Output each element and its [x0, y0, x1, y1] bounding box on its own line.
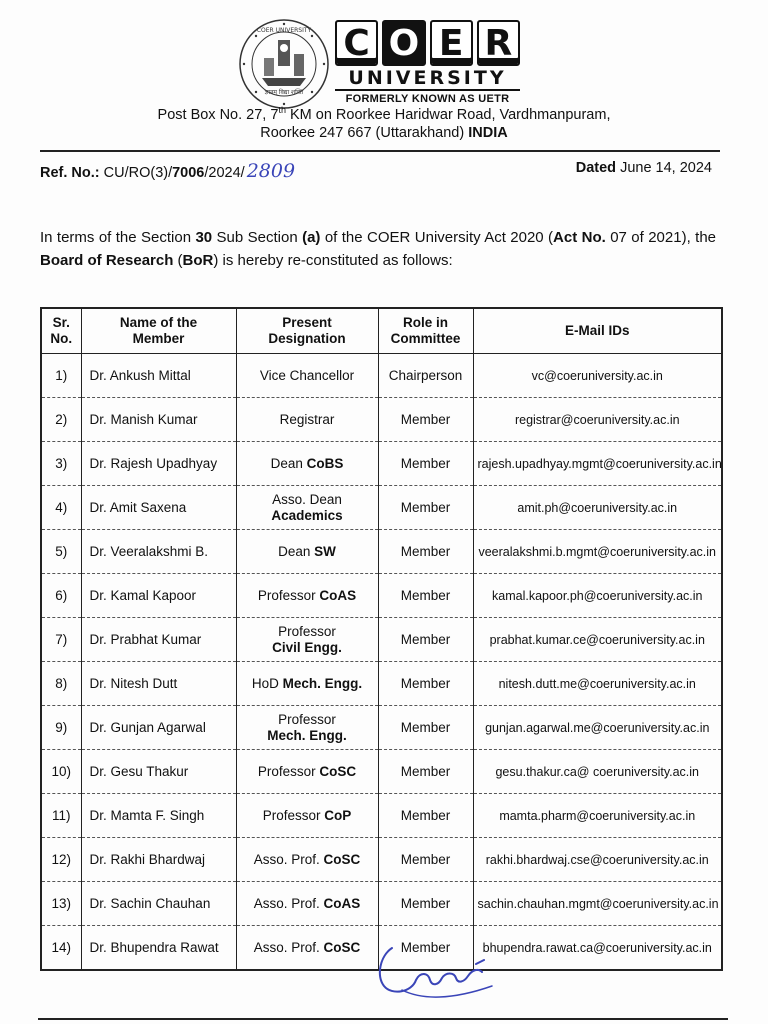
footer-divider: [38, 1018, 728, 1020]
address-line-1-pre: Post Box No. 27, 7: [157, 107, 279, 123]
cell-sr-no: 11): [41, 794, 81, 838]
cell-role: Member: [378, 662, 473, 706]
cell-role: Member: [378, 926, 473, 971]
table-row: [41, 354, 722, 398]
header-email: [473, 308, 722, 354]
address-line-1: [0, 106, 768, 125]
intro-bold-5: BoR: [182, 252, 214, 269]
designation-title: Asso. Prof.: [253, 851, 324, 867]
handwritten-signature: [372, 942, 502, 1012]
table-row: [41, 794, 722, 838]
cell-designation: [236, 662, 378, 706]
cell-sr-no: 6): [41, 574, 81, 618]
intro-bold-1: 30: [195, 229, 213, 246]
cell-designation: [236, 750, 378, 794]
cell-member-name: Dr. Veeralakshmi B.: [81, 530, 236, 574]
table-header-row: [41, 308, 722, 354]
cell-member-name: Dr. Gesu Thakur: [81, 750, 236, 794]
brand-letters: [335, 20, 520, 64]
brand-letter-c: C: [335, 20, 378, 66]
header-sr-line-2: No.: [50, 331, 73, 346]
cell-member-name: Dr. Sachin Chauhan: [81, 882, 236, 926]
table-row: [41, 750, 722, 794]
designation-unit: SW: [314, 543, 336, 559]
address-line-1-post: KM on Roorkee Haridwar Road, Vardhmanpuram,: [285, 107, 611, 123]
cell-member-name: Dr. Amit Saxena: [81, 486, 236, 530]
table-row: [41, 662, 722, 706]
designation-title: Asso. Dean: [272, 491, 342, 507]
designation-title: Asso. Prof.: [253, 939, 324, 955]
cell-member-name: Dr. Prabhat Kumar: [81, 618, 236, 662]
cell-sr-no: 14): [41, 926, 81, 971]
cell-designation: [236, 354, 378, 398]
cell-role: Member: [378, 618, 473, 662]
designation-unit: CoAS: [323, 895, 361, 911]
address-line-2: [0, 124, 768, 143]
designation-title: Dean: [270, 455, 307, 471]
brand-letter-e: E: [430, 20, 473, 66]
cell-member-name: Dr. Gunjan Agarwal: [81, 706, 236, 750]
intro-text-2: Sub Section: [212, 229, 303, 246]
intro-text-3: of the COER University Act 2020 (: [320, 229, 554, 246]
header-divider: [40, 150, 720, 152]
cell-member-name: Dr. Kamal Kapoor: [81, 574, 236, 618]
intro-text-4: 07 of 2021), the: [605, 229, 717, 246]
designation-unit: CoSC: [319, 763, 357, 779]
dated-value: June 14, 2024: [616, 160, 712, 176]
cell-email: nitesh.dutt.me@coeruniversity.ac.in: [473, 662, 722, 706]
cell-member-name: Dr. Rakhi Bhardwaj: [81, 838, 236, 882]
coer-wordmark-logo: [335, 20, 520, 105]
header-sr-no: [41, 308, 81, 354]
cell-email: rajesh.upadhyay.mgmt@coeruniversity.ac.in: [473, 442, 722, 486]
cell-role: Member: [378, 398, 473, 442]
intro-bold-3: Act No.: [553, 229, 606, 246]
designation-unit: Academics: [271, 507, 343, 523]
ref-handwritten-number: 2809: [246, 160, 296, 182]
designation-title: Professor: [278, 711, 336, 727]
designation-unit: CoP: [324, 807, 352, 823]
header-role-line-2: Committee: [390, 331, 461, 346]
header-name-line-2: Member: [132, 331, 185, 346]
table-row: [41, 882, 722, 926]
table-row: [41, 398, 722, 442]
cell-sr-no: 8): [41, 662, 81, 706]
table-body: [41, 354, 722, 971]
board-members-table: [40, 307, 723, 971]
cell-role: Member: [378, 486, 473, 530]
cell-email: vc@coeruniversity.ac.in: [473, 354, 722, 398]
cell-designation: [236, 882, 378, 926]
designation-title: HoD: [251, 675, 283, 691]
cell-role: Member: [378, 794, 473, 838]
header-designation: [236, 308, 378, 354]
address-line-2-pre: Roorkee 247 667 (Uttarakhand): [260, 125, 469, 141]
table-row: [41, 706, 722, 750]
cell-email: amit.ph@coeruniversity.ac.in: [473, 486, 722, 530]
table-row: [41, 442, 722, 486]
cell-role: Member: [378, 750, 473, 794]
seal-motto: ज्ञानम् विद्या शक्ति: [264, 89, 304, 96]
header-desig-line-1: Present: [282, 315, 332, 330]
brand-formerly: FORMERLY KNOWN AS UETR: [335, 89, 520, 105]
cell-email: prabhat.kumar.ce@coeruniversity.ac.in: [473, 618, 722, 662]
cell-role: Member: [378, 574, 473, 618]
cell-designation: [236, 706, 378, 750]
cell-email: gunjan.agarwal.me@coeruniversity.ac.in: [473, 706, 722, 750]
designation-unit: Mech. Engg.: [282, 675, 363, 691]
designation-unit: CoBS: [306, 455, 344, 471]
designation-title: Asso. Prof.: [253, 895, 324, 911]
table-row: [41, 486, 722, 530]
letterhead: [0, 0, 768, 150]
cell-designation: [236, 618, 378, 662]
cell-designation: [236, 838, 378, 882]
intro-text-6: ) is hereby re-constituted as follows:: [213, 252, 453, 269]
header-member-name: [81, 308, 236, 354]
cell-sr-no: 7): [41, 618, 81, 662]
intro-text-5: (: [173, 252, 183, 269]
cell-member-name: Dr. Rajesh Upadhyay: [81, 442, 236, 486]
cell-sr-no: 13): [41, 882, 81, 926]
cell-email: rakhi.bhardwaj.cse@coeruniversity.ac.in: [473, 838, 722, 882]
university-seal-logo: [238, 18, 330, 110]
cell-email: sachin.chauhan.mgmt@coeruniversity.ac.in: [473, 882, 722, 926]
designation-unit: CoSC: [323, 851, 361, 867]
ref-part-1: CU/RO(3)/: [99, 165, 173, 181]
ref-label: Ref. No.:: [40, 165, 100, 181]
cell-designation: [236, 926, 378, 971]
cell-sr-no: 12): [41, 838, 81, 882]
brand-letter-r: R: [477, 20, 520, 66]
cell-sr-no: 10): [41, 750, 81, 794]
cell-member-name: Dr. Nitesh Dutt: [81, 662, 236, 706]
intro-bold-2: (a): [302, 229, 321, 246]
brand-university: UNIVERSITY: [348, 67, 507, 89]
header-role-line-1: Role in: [402, 315, 448, 330]
designation-title: Dean: [278, 543, 315, 559]
designation-unit: Civil Engg.: [272, 639, 342, 655]
header-email-label: E-Mail IDs: [564, 323, 630, 338]
designation-title: Professor: [257, 763, 320, 779]
intro-paragraph: [40, 226, 716, 272]
cell-role: Member: [378, 442, 473, 486]
brand-letter-o: O: [382, 20, 425, 66]
cell-sr-no: 4): [41, 486, 81, 530]
dated-label: Dated: [575, 160, 617, 176]
ref-number: [40, 160, 295, 182]
table-row: [41, 838, 722, 882]
cell-sr-no: 2): [41, 398, 81, 442]
cell-email: kamal.kapoor.ph@coeruniversity.ac.in: [473, 574, 722, 618]
cell-sr-no: 1): [41, 354, 81, 398]
cell-role: Member: [378, 530, 473, 574]
seal-ring-text: COER UNIVERSITY: [256, 27, 312, 34]
header-name-line-1: Name of the: [119, 315, 198, 330]
header-role: [378, 308, 473, 354]
cell-designation: [236, 398, 378, 442]
designation-title: Professor: [278, 623, 336, 639]
cell-sr-no: 5): [41, 530, 81, 574]
cell-member-name: Dr. Bhupendra Rawat: [81, 926, 236, 971]
cell-sr-no: 9): [41, 706, 81, 750]
intro-bold-4: Board of Research: [40, 252, 174, 269]
designation-unit: Mech. Engg.: [267, 727, 347, 743]
ref-part-3: /2024/: [204, 165, 245, 181]
cell-email: gesu.thakur.ca@ coeruniversity.ac.in: [473, 750, 722, 794]
cell-member-name: Dr. Manish Kumar: [81, 398, 236, 442]
cell-email: mamta.pharm@coeruniversity.ac.in: [473, 794, 722, 838]
cell-role: Member: [378, 706, 473, 750]
cell-sr-no: 3): [41, 442, 81, 486]
cell-role: Member: [378, 838, 473, 882]
designation-title: Registrar: [279, 411, 335, 427]
table-row: [41, 574, 722, 618]
cell-email: registrar@coeruniversity.ac.in: [473, 398, 722, 442]
cell-designation: [236, 442, 378, 486]
cell-designation: [236, 574, 378, 618]
designation-unit: CoSC: [323, 939, 361, 955]
cell-role: Chairperson: [378, 354, 473, 398]
cell-member-name: Dr. Mamta F. Singh: [81, 794, 236, 838]
address-line-1-sup: th: [278, 105, 286, 116]
table-row: [41, 530, 722, 574]
reference-line: [40, 160, 712, 182]
cell-designation: [236, 486, 378, 530]
cell-email: bhupendra.rawat.ca@coeruniversity.ac.in: [473, 926, 722, 971]
cell-email: veeralakshmi.b.mgmt@coeruniversity.ac.in: [473, 530, 722, 574]
address-country: INDIA: [468, 125, 508, 141]
cell-role: Member: [378, 882, 473, 926]
designation-title: Professor: [257, 587, 320, 603]
designation-unit: CoAS: [319, 587, 357, 603]
designation-title: Professor: [262, 807, 325, 823]
table-row: [41, 618, 722, 662]
header-desig-line-2: Designation: [268, 331, 346, 346]
cell-designation: [236, 530, 378, 574]
designation-title: Vice Chancellor: [259, 367, 355, 383]
cell-member-name: Dr. Ankush Mittal: [81, 354, 236, 398]
cell-designation: [236, 794, 378, 838]
ref-part-2: 7006: [172, 165, 205, 181]
header-sr-line-1: Sr.: [52, 315, 70, 330]
date: [576, 160, 712, 182]
intro-text-1: In terms of the Section: [40, 229, 196, 246]
